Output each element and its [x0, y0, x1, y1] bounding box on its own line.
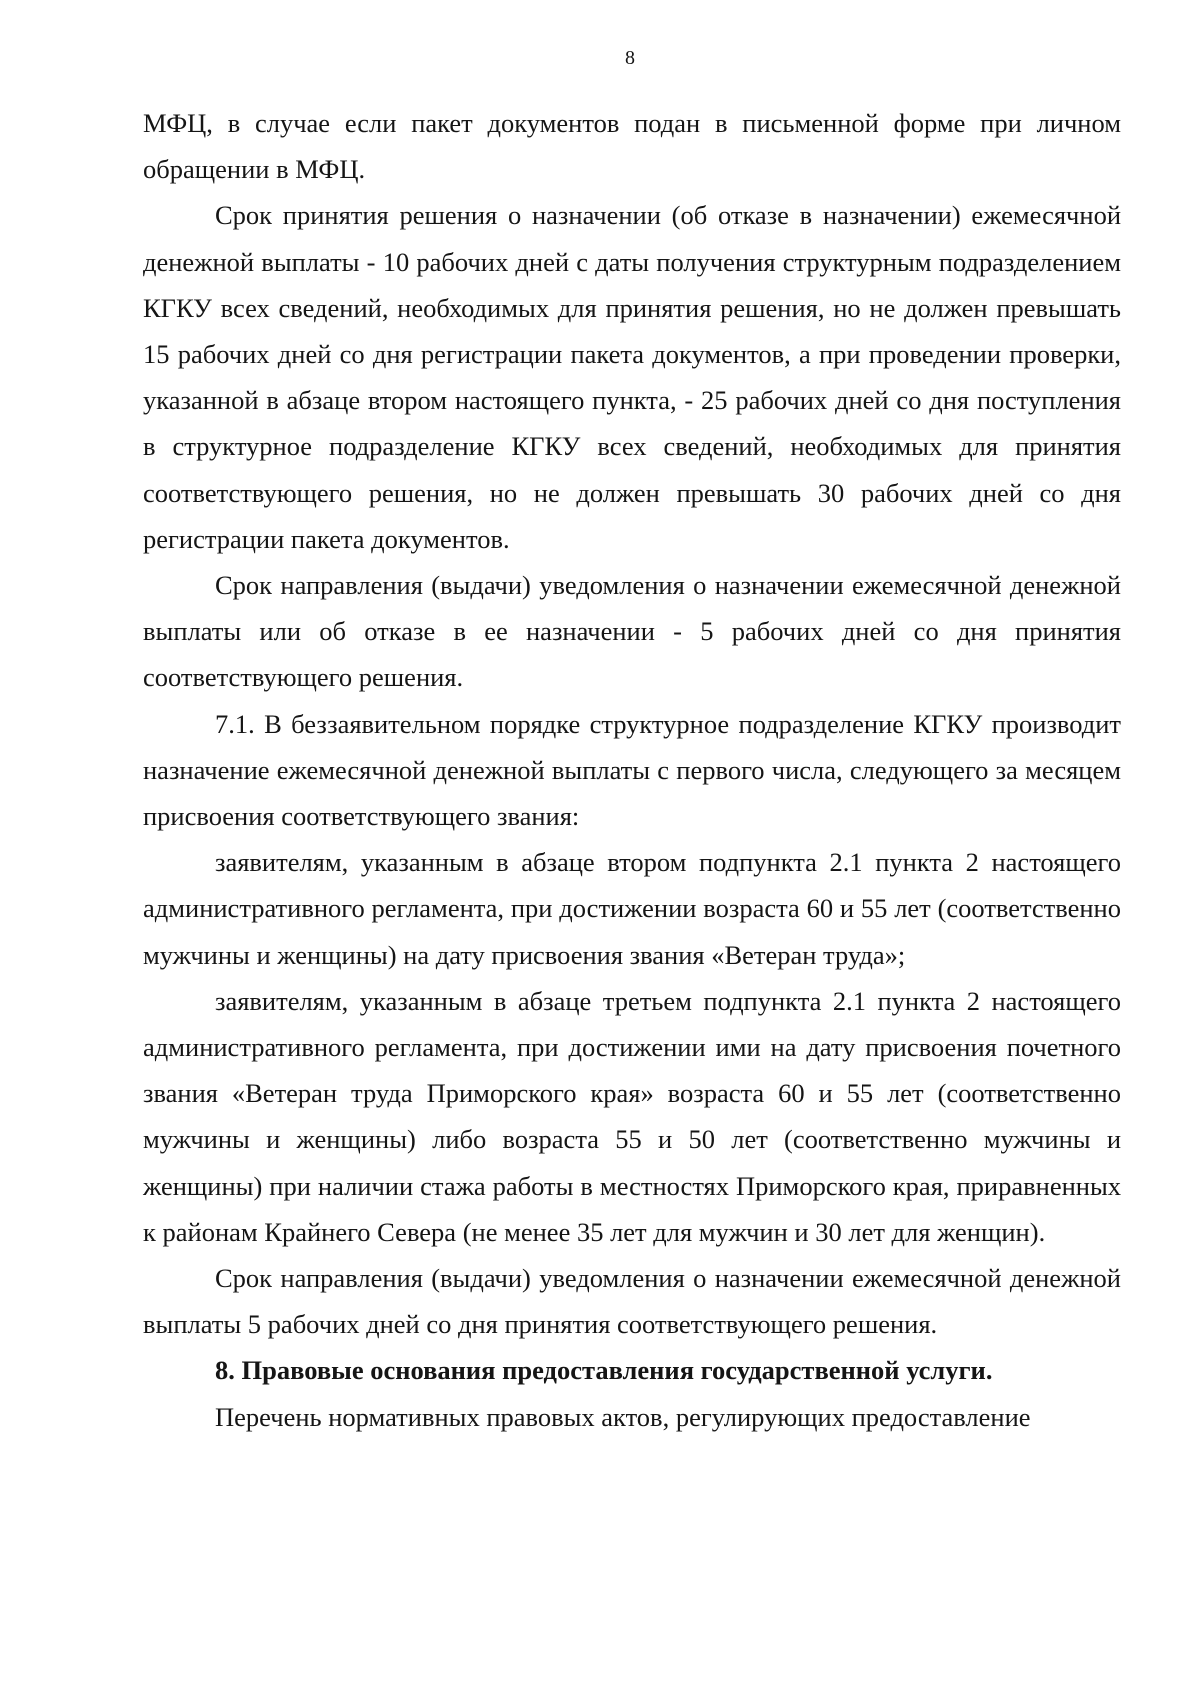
paragraph-legal-acts-list-start: Перечень нормативных правовых актов, регулирующих предоставление	[215, 1401, 1031, 1432]
paragraph-applicants-veteran-of-primorsky: заявителям, указанным в абзаце третьем подпункта 2.1 пункта 2 настоящего административного регламента, при достижении ими на дату присвоения почетного звания «Ветеран труда Приморского края» возраста 60 и 55 лет (соответственно мужчины и женщины) либо возраста 55 и 50 лет (соответственно мужчины и женщины) при наличии стажа работы в местностях Приморского края, приравненных к районам Крайнего Севера (не менее 35 лет для мужчин и 30 лет для женщин).	[143, 985, 1121, 1247]
paragraph-notification-deadline-auto: Срок направления (выдачи) уведомления о назначении ежемесячной денежной выплаты 5 рабочих дней со дня принятия соответствующего решения.	[143, 1263, 1121, 1340]
document-body	[143, 100, 1121, 1440]
page-number: 8	[625, 47, 635, 69]
paragraph-decision-deadline: Срок принятия решения о назначении (об отказе в назначении) ежемесячной денежной выплаты - 10 рабочих дней с даты получения структурным подразделением КГКУ всех сведений, необходимых для принятия решения, но не должен превышать 15 рабочих дней со дня регистрации пакета документов, а при проведении проверки, указанной в абзаце втором настоящего пункта, - 25 рабочих дней со дня поступления в структурное подразделение КГКУ всех сведений, необходимых для принятия соответствующего решения, но не должен превышать 30 рабочих дней со дня регистрации пакета документов.	[143, 200, 1121, 554]
paragraph-notification-deadline: Срок направления (выдачи) уведомления о назначении ежемесячной денежной выплаты или об отказе в ее назначении - 5 рабочих дней со дня принятия соответствующего решения.	[143, 570, 1121, 693]
section-heading-8: 8. Правовые основания предоставления государственной услуги.	[215, 1355, 993, 1386]
paragraph-7-1-automatic-assignment: 7.1. В беззаявительном порядке структурное подразделение КГКУ производит назначение ежемесячной денежной выплаты с первого числа, следующего за месяцем присвоения соответствующего звания:	[143, 708, 1121, 832]
paragraph-applicants-veteran-of-labor: заявителям, указанным в абзаце втором подпункта 2.1 пункта 2 настоящего административного регламента, при достижении возраста 60 и 55 лет (соответственно мужчины и женщины) на дату присвоения звания «Ветеран труда»;	[143, 847, 1121, 970]
paragraph-mfc-continuation: МФЦ, в случае если пакет документов подан в письменной форме при личном обращении в МФЦ.	[143, 108, 1121, 185]
